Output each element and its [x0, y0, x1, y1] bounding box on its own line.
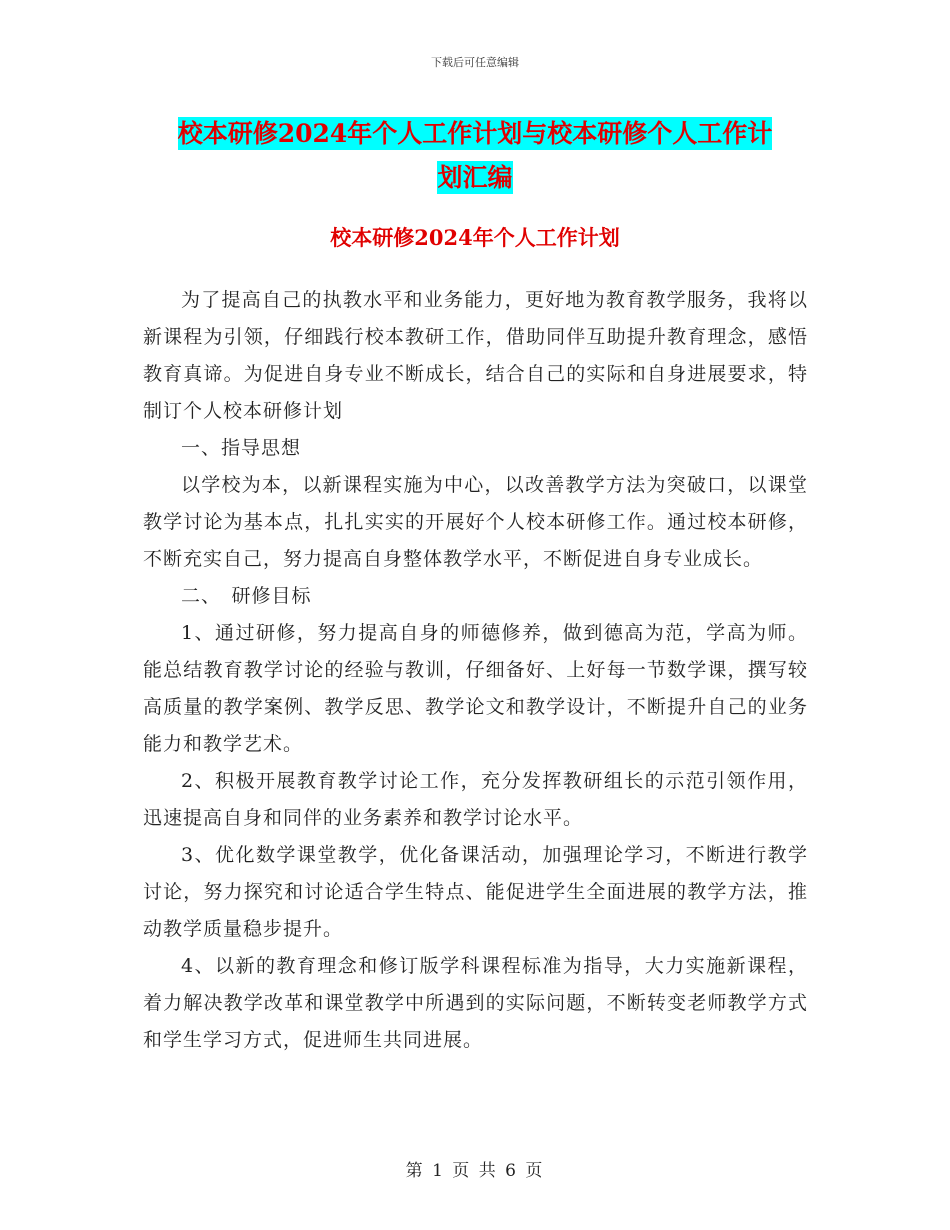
document-title — [140, 112, 810, 200]
paragraph-goal-4: 4、以新的教育理念和修订版学科课程标准为指导，大力实施新课程，着力解决教学改革和课堂教学中所遇到的实际问题，不断转变老师教学方式和学生学习方式，促进师生共同进展。 — [143, 955, 808, 1051]
document-title-line2: 划汇编 — [437, 163, 513, 192]
document-body — [143, 282, 808, 1059]
header-note: 下载后可任意编辑 — [431, 56, 519, 69]
paragraph-goal-1: 1、通过研修，努力提高自身的师德修养，做到德高为范，学高为师。能总结教育教学讨论的经验与教训，仔细备好、上好每一节数学课，撰写较高质量的教学案例、教学反思、教学论文和教学设计，不断提升自己的业务能力和教学艺术。 — [143, 622, 808, 755]
page-number: 第 1 页 共 6 页 — [405, 1161, 545, 1181]
section-title: 校本研修2024年个人工作计划 — [330, 225, 620, 250]
paragraph-intro: 为了提高自己的执教水平和业务能力，更好地为教育教学服务，我将以新课程为引领，仔细践行校本教研工作，借助同伴互助提升教育理念，感悟教育真谛。为促进自身专业不断成长，结合自己的实际和自身进展要求，特制订个人校本研修计划 — [143, 289, 808, 422]
heading-guiding-ideology: 一、指导思想 — [181, 437, 302, 459]
heading-study-goals: 二、 研修目标 — [181, 585, 312, 607]
paragraph-goal-2: 2、积极开展教育教学讨论工作，充分发挥教研组长的示范引领作用，迅速提高自身和同伴的业务素养和教学讨论水平。 — [143, 770, 808, 829]
paragraph-goal-3: 3、优化数学课堂教学，优化备课活动，加强理论学习，不断进行教学讨论，努力探究和讨论适合学生特点、能促进学生全面进展的教学方法，推动教学质量稳步提升。 — [143, 844, 808, 940]
paragraph-guiding-ideology: 以学校为本，以新课程实施为中心，以改善教学方法为突破口，以课堂教学讨论为基本点，扎扎实实的开展好个人校本研修工作。通过校本研修，不断充实自己，努力提高自身整体教学水平，不断促进自身专业成长。 — [143, 474, 808, 570]
document-title-line1: 校本研修2024年个人工作计划与校本研修个人工作计 — [177, 119, 773, 148]
